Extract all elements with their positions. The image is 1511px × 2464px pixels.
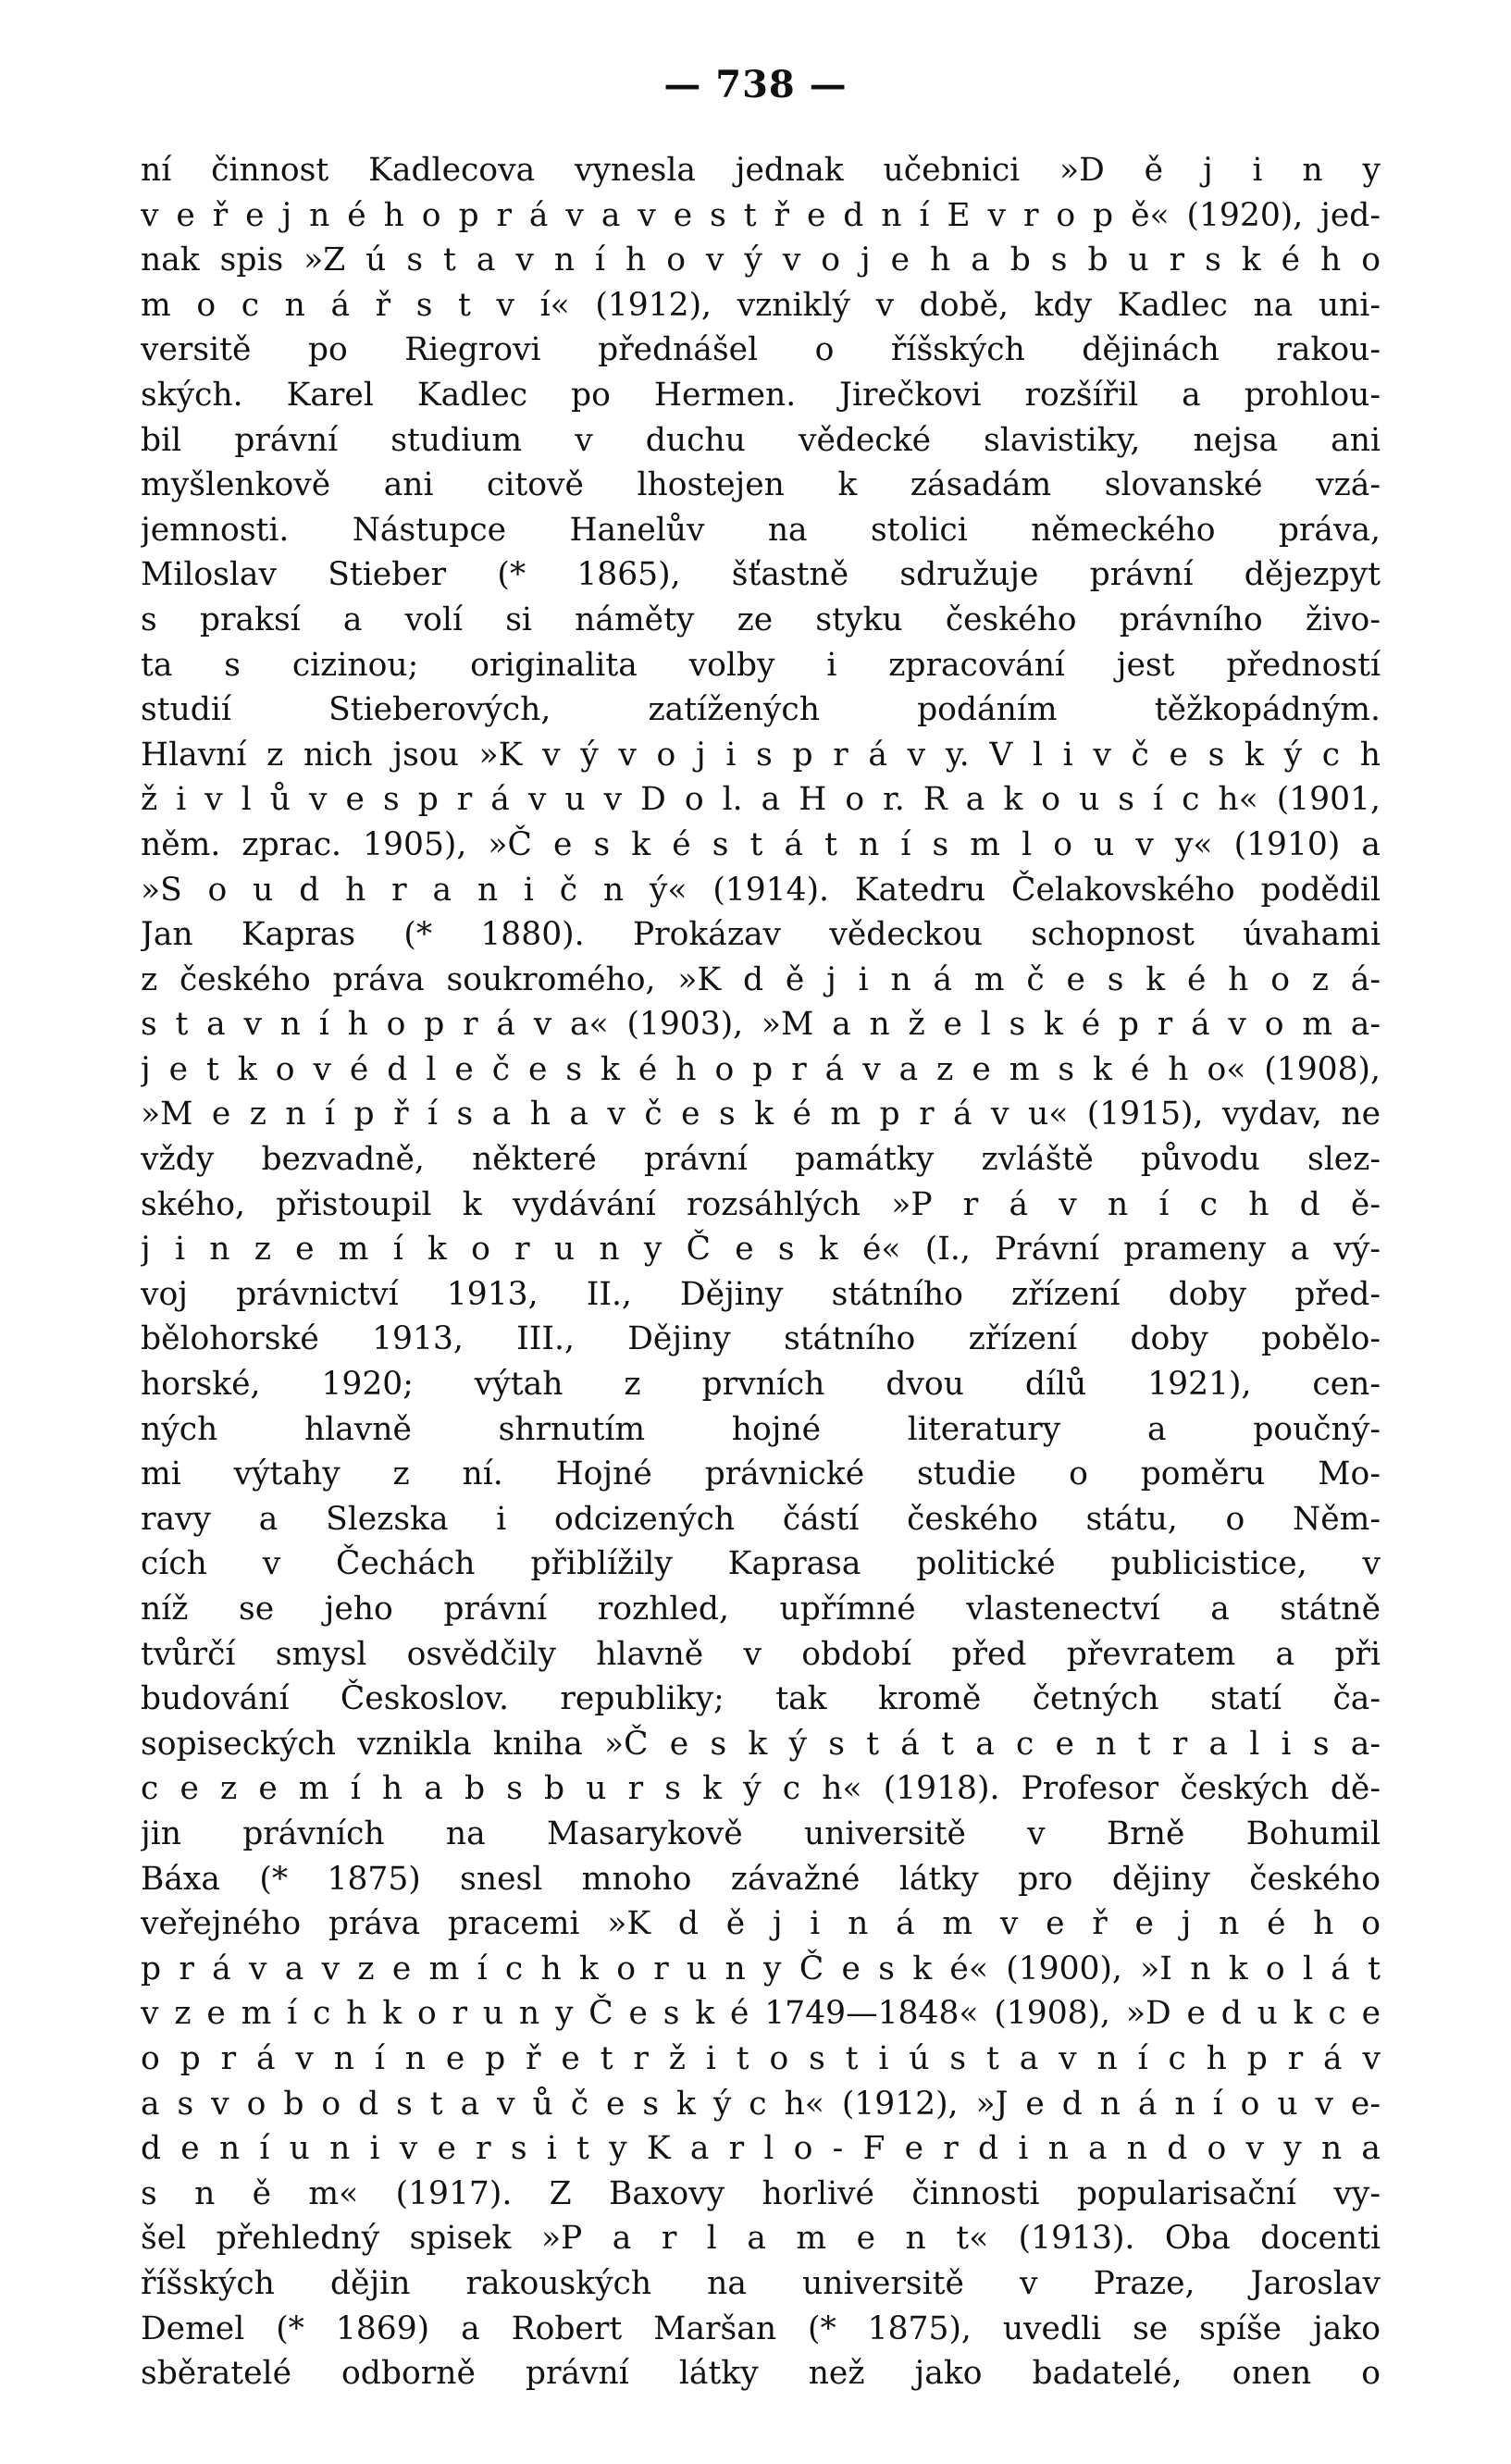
text-line: c e z e m í h a b s b u r s k ý c h« (1918). Profesor českých dě- bbox=[141, 1770, 1381, 1808]
page-number: — 738 — bbox=[663, 63, 848, 106]
text-line: ského, přistoupil k vydávání rozsáhlých »P r á v n í c h d ě- bbox=[141, 1185, 1381, 1223]
text-line: v e ř e j n é h o p r á v a v e s t ř e d n í E v r o p ě« (1920), jed- bbox=[141, 196, 1381, 234]
text-line: voj právnictví 1913, II., Dějiny státního zřízení doby před- bbox=[141, 1275, 1381, 1313]
text-line: mi výtahy z ní. Hojné právnické studie o poměru Mo- bbox=[141, 1455, 1381, 1493]
text-line: sběratelé odborně právní látky než jako badatelé, onen o bbox=[141, 2355, 1381, 2393]
text-line: něm. zprac. 1905), »Č e s k é s t á t n í s m l o u v y« (1910) a bbox=[141, 825, 1381, 863]
text-line: vždy bezvadně, některé právní památky zvláště původu slez- bbox=[141, 1141, 1381, 1179]
text-line: »M e z n í p ř í s a h a v č e s k é m p r á v u« (1915), vydav, ne bbox=[141, 1096, 1381, 1133]
text-line: myšlenkově ani citově lhostejen k zásadám slovanské vzá- bbox=[141, 466, 1381, 504]
text-line: s n ě m« (1917). Z Baxovy horlivé činnosti popularisační vy- bbox=[141, 2174, 1381, 2212]
text-line: Báxa (* 1875) snesl mnoho závažné látky pro dějiny českého bbox=[141, 1860, 1381, 1898]
text-line: cích v Čechách přiblížily Kaprasa politické publicistice, v bbox=[141, 1545, 1381, 1583]
text-line: ta s cizinou; originalita volby i zpracování jest předností bbox=[141, 646, 1381, 684]
text-line: »S o u d h r a n i č n ý« (1914). Katedru Čelakovského podědil bbox=[141, 871, 1381, 909]
text-line: bil právní studium v duchu vědecké slavistiky, nejsa ani bbox=[141, 421, 1381, 459]
text-line: Demel (* 1869) a Robert Maršan (* 1875), uvedli se spíše jako bbox=[141, 2309, 1381, 2347]
text-line: ských. Karel Kadlec po Hermen. Jirečkovi rozšířil a prohlou- bbox=[141, 376, 1381, 414]
text-line: jemnosti. Nástupce Hanelův na stolici německého práva, bbox=[141, 511, 1381, 549]
text-line: jin právních na Masarykově universitě v Brně Bohumil bbox=[141, 1814, 1381, 1852]
text-line: s t a v n í h o p r á v a« (1903), »M a n ž e l s k é p r á v o m a- bbox=[141, 1006, 1381, 1044]
text-line: d e n í u n i v e r s i t y K a r l o - F e r d i n a n d o v y n a bbox=[141, 2130, 1381, 2168]
text-line: j e t k o v é d l e č e s k é h o p r á v a z e m s k é h o« (1908), bbox=[141, 1050, 1381, 1088]
text-line: ných hlavně shrnutím hojné literatury a poučný- bbox=[141, 1410, 1381, 1448]
text-line: nak spis »Z ú s t a v n í h o v ý v o j e h a b s b u r s k é h o bbox=[141, 241, 1381, 279]
text-line: Hlavní z nich jsou »K v ý v o j i s p r á v y. V l i v č e s k ý c h bbox=[141, 736, 1381, 774]
body-text bbox=[141, 148, 1381, 2396]
text-line: z českého práva soukromého, »K d ě j i n á m č e s k é h o z á- bbox=[141, 960, 1381, 998]
text-line: studií Stieberových, zatížených podáním těžkopádným. bbox=[141, 691, 1381, 729]
text-line: m o c n á ř s t v í« (1912), vzniklý v době, kdy Kadlec na uni- bbox=[141, 286, 1381, 324]
text-line: horské, 1920; výtah z prvních dvou dílů 1921), cen- bbox=[141, 1366, 1381, 1404]
text-line: o p r á v n í n e p ř e t r ž i t o s t i ú s t a v n í c h p r á v bbox=[141, 2039, 1381, 2077]
text-line: níž se jeho právní rozhled, upřímné vlastenectví a státně bbox=[141, 1591, 1381, 1628]
text-line: ž i v l ů v e s p r á v u v D o l. a H o r. R a k o u s í c h« (1901, bbox=[141, 781, 1381, 819]
text-line: Miloslav Stieber (* 1865), šťastně sdružuje právní dějezpyt bbox=[141, 556, 1381, 594]
text-line: ravy a Slezska i odcizených částí českého státu, o Něm- bbox=[141, 1500, 1381, 1538]
text-line: budování Českoslov. republiky; tak kromě četných statí ča- bbox=[141, 1680, 1381, 1718]
text-line: versitě po Riegrovi přednášel o říšských dějinách rakou- bbox=[141, 331, 1381, 369]
text-line: s praksí a volí si náměty ze styku českého právního živo- bbox=[141, 601, 1381, 638]
text-line: p r á v a v z e m í c h k o r u n y Č e s k é« (1900), »I n k o l á t bbox=[141, 1950, 1381, 1987]
text-line: říšských dějin rakouských na universitě v Praze, Jaroslav bbox=[141, 2264, 1381, 2302]
text-line: šel přehledný spisek »P a r l a m e n t« (1913). Oba docenti bbox=[141, 2220, 1381, 2258]
text-line: ní činnost Kadlecova vynesla jednak učebnici »D ě j i n y bbox=[141, 152, 1381, 189]
text-line: veřejného práva pracemi »K d ě j i n á m v e ř e j n é h o bbox=[141, 1905, 1381, 1943]
text-line: sopiseckých vznikla kniha »Č e s k ý s t á t a c e n t r a l i s a- bbox=[141, 1725, 1381, 1763]
text-line: j i n z e m í k o r u n y Č e s k é« (I., Právní prameny a vý- bbox=[141, 1231, 1381, 1269]
text-line: a s v o b o d s t a v ů č e s k ý c h« (1912), »J e d n á n í o u v e- bbox=[141, 2085, 1381, 2123]
text-line: tvůrčí smysl osvědčily hlavně v období před převratem a při bbox=[141, 1635, 1381, 1673]
text-line: v z e m í c h k o r u n y Č e s k é 1749—1848« (1908), »D e d u k c e bbox=[141, 1995, 1381, 2033]
text-line: bělohorské 1913, III., Dějiny státního zřízení doby pobělo- bbox=[141, 1320, 1381, 1358]
text-line: Jan Kapras (* 1880). Prokázav vědeckou schopnost úvahami bbox=[141, 916, 1381, 954]
